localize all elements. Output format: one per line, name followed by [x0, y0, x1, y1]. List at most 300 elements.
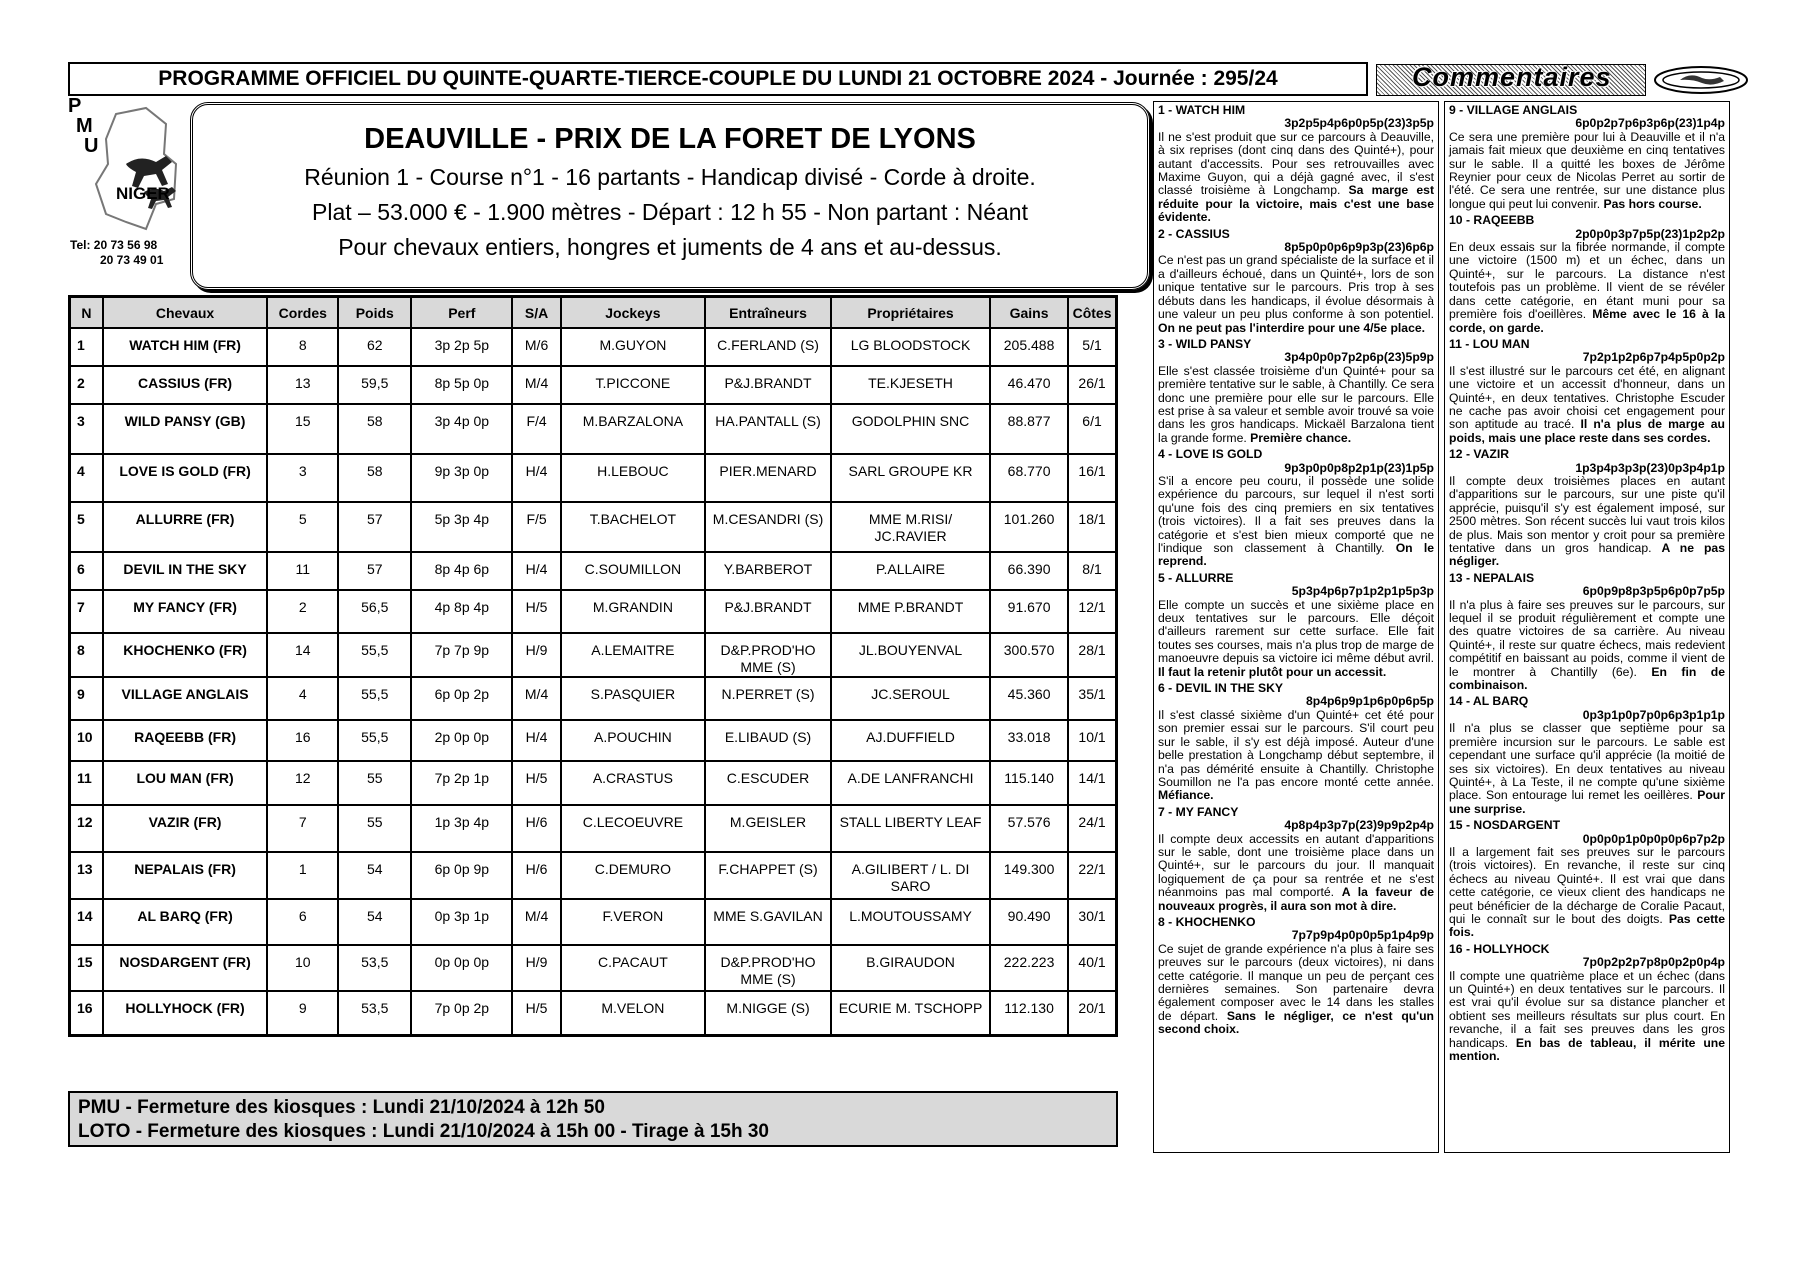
table-cell: Y.BARBEROT: [705, 552, 831, 590]
comment-body: En deux essais sur la fibrée normande, il compte une victoire (1500 m) et un échec, dans un Quinté+, sur le parcours. La distance n'est toutefois pas un problème. Il vient de se révéler dans cette catégorie, en étant muni pour sa première fois d'oeillères.: [1449, 240, 1725, 322]
table-cell: M.GEISLER: [705, 805, 831, 852]
table-cell: LG BLOODSTOCK: [831, 328, 990, 366]
column-header: Gains: [990, 297, 1068, 329]
table-cell: H/4: [512, 454, 560, 502]
table-row: [70, 590, 1117, 633]
comment-text: [1158, 943, 1434, 1037]
table-cell: 16/1: [1068, 454, 1116, 502]
table-cell: 7p 2p 1p: [411, 761, 512, 805]
table-cell: SARL GROUPE KR: [831, 454, 990, 502]
table-cell: A.GILIBERT / L. DI SARO: [831, 852, 990, 899]
comment-horse-name: 8 - KHOCHENKO: [1158, 914, 1256, 929]
table-cell: 1p 3p 4p: [411, 805, 512, 852]
table-cell: M.NIGGE (S): [705, 991, 831, 1035]
table-cell: M.GUYON: [561, 328, 705, 366]
table-cell: H/5: [512, 761, 560, 805]
table-cell: WATCH HIM (FR): [103, 328, 267, 366]
table-cell: A.POUCHIN: [561, 720, 705, 761]
table-cell: 8p 5p 0p: [411, 366, 512, 404]
table-cell: P&J.BRANDT: [705, 590, 831, 633]
column-header: N: [70, 297, 103, 329]
table-cell: 14/1: [1068, 761, 1116, 805]
comment-text: [1449, 131, 1725, 211]
comment-verdict: Il n'a plus de marge au poids, mais une place reste dans ses cordes.: [1449, 417, 1725, 445]
table-cell: 68.770: [990, 454, 1068, 502]
table-cell: MME M.RISI/ JC.RAVIER: [831, 502, 990, 552]
column-header: Jockeys: [561, 297, 705, 329]
horse-comment: [1158, 916, 1434, 1037]
comment-text: [1158, 475, 1434, 569]
comment-verdict: Pas cette fois.: [1449, 911, 1725, 940]
comment-body: Ce sera une première pour lui à Deauville et il n'a jamais fait mieux que deuxième en cinq tentatives sur le sable. Il a quitté les boxes de Jérôme Reynier pour ceux de Nicolas Perret au sortir de l'été. Ce sera une rentrée, sur une distance plus longue qui peut lui convenir.: [1449, 129, 1725, 211]
race-title: DEAUVILLE - PRIX DE LA FORET DE LYONS: [364, 123, 976, 155]
table-cell: VAZIR (FR): [103, 805, 267, 852]
table-cell: JC.SEROUL: [831, 677, 990, 720]
table-cell: 53,5: [338, 991, 411, 1035]
table-cell: 7p 7p 9p: [411, 633, 512, 677]
table-cell: 3: [70, 404, 103, 454]
table-cell: 57.576: [990, 805, 1068, 852]
table-cell: S.PASQUIER: [561, 677, 705, 720]
comment-body: Ce n'est pas un grand spécialiste de la surface et il a d'ailleurs échoué, dans un Quinté+, lors de son unique tentative sur le parcours. Pris trop à ses débuts dans les handicaps, il évolue désormais à une valeur un peu plus conforme à son potentiel.: [1158, 253, 1434, 322]
comment-text: [1449, 846, 1725, 940]
table-cell: NEPALAIS (FR): [103, 852, 267, 899]
table-cell: 14: [267, 633, 338, 677]
table-row: [70, 328, 1117, 366]
horse-comment: [1449, 448, 1725, 569]
column-header: Cordes: [267, 297, 338, 329]
table-cell: 55,5: [338, 677, 411, 720]
table-cell: 59,5: [338, 366, 411, 404]
table-cell: M/6: [512, 328, 560, 366]
race-line-1: Réunion 1 - Course n°1 - 16 partants - Handicap divisé - Corde à droite.: [304, 164, 1036, 190]
table-cell: 4: [267, 677, 338, 720]
comment-horse-name: 7 - MY FANCY: [1158, 804, 1239, 819]
table-cell: 55: [338, 761, 411, 805]
table-row: [70, 454, 1117, 502]
table-cell: L.MOUTOUSSAMY: [831, 899, 990, 945]
table-cell: 8: [267, 328, 338, 366]
table-cell: WILD PANSY (GB): [103, 404, 267, 454]
column-header: S/A: [512, 297, 560, 329]
horse-racing-logo-icon: [1652, 64, 1750, 96]
horse-comment: [1158, 806, 1434, 913]
table-cell: 0p 3p 1p: [411, 899, 512, 945]
table-cell: 15: [70, 945, 103, 991]
table-row: [70, 677, 1117, 720]
horse-comment: [1449, 338, 1725, 445]
niger-label: NIGER: [116, 184, 170, 203]
comment-text: [1158, 254, 1434, 334]
table-cell: MY FANCY (FR): [103, 590, 267, 633]
table-cell: H/6: [512, 852, 560, 899]
table-cell: H/6: [512, 805, 560, 852]
column-header: Entraîneurs: [705, 297, 831, 329]
comment-body: Elle compte un succès et une sixième place en deux tentatives sur le parcours. Elle déçoit d'ailleurs rarement sur cette surface. Elle fait toutes ses courses, mais n'a plus trop de marge de manoeuvre depuis sa victoire ici même début avril.: [1158, 597, 1434, 666]
table-cell: T.PICCONE: [561, 366, 705, 404]
comment-text: [1158, 599, 1434, 679]
table-cell: 45.360: [990, 677, 1068, 720]
table-cell: F.VERON: [561, 899, 705, 945]
table-cell: 46.470: [990, 366, 1068, 404]
table-cell: 14: [70, 899, 103, 945]
table-cell: 112.130: [990, 991, 1068, 1035]
comment-horse-name: 2 - CASSIUS: [1158, 226, 1230, 241]
table-cell: ALLURRE (FR): [103, 502, 267, 552]
table-cell: 12: [267, 761, 338, 805]
table-cell: C.LECOEUVRE: [561, 805, 705, 852]
table-cell: 9p 3p 0p: [411, 454, 512, 502]
table-cell: TE.KJESETH: [831, 366, 990, 404]
comment-performances: 1p3p4p3p3p(23)0p3p4p1p: [1575, 460, 1725, 475]
comment-performances: 7p0p2p2p7p8p0p2p0p4p: [1582, 955, 1725, 970]
comment-performances: 5p3p4p6p7p1p2p1p5p3p: [1291, 584, 1434, 599]
table-cell: 5/1: [1068, 328, 1116, 366]
table-cell: 3: [267, 454, 338, 502]
table-cell: 300.570: [990, 633, 1068, 677]
column-header: Chevaux: [103, 297, 267, 329]
table-cell: H/4: [512, 552, 560, 590]
comment-horse-name: 6 - DEVIL IN THE SKY: [1158, 681, 1284, 696]
table-cell: 6: [70, 552, 103, 590]
table-cell: P.ALLAIRE: [831, 552, 990, 590]
table-cell: 33.018: [990, 720, 1068, 761]
comments-column-1: [1153, 101, 1439, 1153]
table-cell: H.LEBOUC: [561, 454, 705, 502]
horse-comment: [1158, 338, 1434, 445]
table-cell: C.PACAUT: [561, 945, 705, 991]
comment-body: Il compte une quatrième place et un échec (dans un Quinté+) en deux tentatives sur le parcours. Il est vrai qu'il évolue sur sa distance plancher et obtient ses meilleurs résultats sur plus court. En revanche, il a fait ses preuves dans les gros handicaps.: [1449, 968, 1725, 1050]
comment-verdict: En fin de combinaison.: [1449, 664, 1725, 693]
table-cell: 54: [338, 899, 411, 945]
comment-verdict: Pas hors course.: [1603, 196, 1702, 211]
table-cell: H/9: [512, 633, 560, 677]
table-cell: M.VELON: [561, 991, 705, 1035]
table-cell: 4p 8p 4p: [411, 590, 512, 633]
pmu-letters: P M U: [68, 95, 99, 157]
comment-verdict: Première chance.: [1250, 430, 1352, 445]
table-cell: JL.BOUYENVAL: [831, 633, 990, 677]
table-cell: 8p 4p 6p: [411, 552, 512, 590]
comment-body: Il n'a plus à faire ses preuves sur le parcours, sur lequel il se produit régulièrement et compte une des quatre victoires de sa carrière. Au niveau Quinté+, il reste sur quatre échecs, mais redevient compétitif en baissant au poids, comme il vient de le montrer à Chantilly (6e).: [1449, 597, 1725, 679]
table-cell: 222.223: [990, 945, 1068, 991]
comment-text: [1449, 475, 1725, 569]
table-cell: A.DE LANFRANCHI: [831, 761, 990, 805]
comments-column-2: [1444, 101, 1730, 1153]
table-cell: STALL LIBERTY LEAF: [831, 805, 990, 852]
comment-verdict: Méfiance.: [1158, 788, 1214, 803]
table-cell: 12: [70, 805, 103, 852]
table-cell: 2: [267, 590, 338, 633]
table-cell: LOU MAN (FR): [103, 761, 267, 805]
comment-horse-name: 13 - NEPALAIS: [1449, 570, 1535, 585]
table-cell: 7: [267, 805, 338, 852]
table-cell: 55,5: [338, 720, 411, 761]
table-cell: 30/1: [1068, 899, 1116, 945]
table-cell: 90.490: [990, 899, 1068, 945]
table-cell: 1: [70, 328, 103, 366]
comment-text: [1158, 709, 1434, 803]
table-cell: 22/1: [1068, 852, 1116, 899]
table-cell: 58: [338, 454, 411, 502]
comment-verdict: Même avec le 16 à la corde, on garde.: [1449, 307, 1725, 335]
table-header-row: [70, 297, 1117, 329]
table-cell: B.GIRAUDON: [831, 945, 990, 991]
table-cell: M/4: [512, 677, 560, 720]
table-cell: M.BARZALONA: [561, 404, 705, 454]
column-header: Poids: [338, 297, 411, 329]
commentaires-label: Commentaires: [1412, 62, 1612, 92]
table-cell: H/4: [512, 720, 560, 761]
table-cell: PIER.MENARD: [705, 454, 831, 502]
table-cell: M/4: [512, 366, 560, 404]
table-body: [70, 328, 1117, 1035]
table-cell: 0p 0p 0p: [411, 945, 512, 991]
comment-horse-name: 4 - LOVE IS GOLD: [1158, 447, 1263, 462]
comment-horse-name: 9 - VILLAGE ANGLAIS: [1449, 103, 1578, 117]
comment-body: Il compte deux accessits en autant d'apparitions sur le sable, dont une troisième place dans un Quinté+, sur le parcours du jour. Il manquait logiquement de ça pour sa rentrée et ne s'est néanmoins pas mal comporté.: [1158, 831, 1434, 900]
table-cell: 4: [70, 454, 103, 502]
horse-comment: [1158, 572, 1434, 679]
horse-comment: [1449, 943, 1725, 1064]
table-cell: N.PERRET (S): [705, 677, 831, 720]
table-cell: 40/1: [1068, 945, 1116, 991]
comment-text: [1449, 599, 1725, 693]
comment-verdict: En bas de tableau, il mérite une mention.: [1449, 1035, 1725, 1064]
comment-verdict: Pour une surprise.: [1449, 788, 1725, 816]
comment-performances: 9p3p0p0p8p2p1p(23)1p5p: [1284, 460, 1434, 475]
table-cell: LOVE IS GOLD (FR): [103, 454, 267, 502]
table-cell: 3p 2p 5p: [411, 328, 512, 366]
table-cell: 8/1: [1068, 552, 1116, 590]
comment-verdict: Sans le négliger, ce n'est qu'un second choix.: [1158, 1008, 1434, 1037]
partants-table: [68, 295, 1118, 1037]
table-row: [70, 805, 1117, 852]
table-cell: 9: [70, 677, 103, 720]
pmu-closing-line: PMU - Fermeture des kiosques : Lundi 21/10/2024 à 12h 50: [78, 1097, 605, 1118]
table-cell: KHOCHENKO (FR): [103, 633, 267, 677]
table-cell: 66.390: [990, 552, 1068, 590]
comment-verdict: On le reprend.: [1158, 541, 1434, 569]
table-cell: H/9: [512, 945, 560, 991]
table-cell: 1: [267, 852, 338, 899]
table-cell: 3p 4p 0p: [411, 404, 512, 454]
comment-verdict: Il faut la retenir plutôt pour un accessit.: [1158, 664, 1387, 679]
table-cell: H/5: [512, 590, 560, 633]
horse-comment: [1449, 572, 1725, 693]
comment-horse-name: 16 - HOLLYHOCK: [1449, 941, 1550, 956]
horse-comment: [1158, 448, 1434, 569]
table-cell: 57: [338, 552, 411, 590]
table-cell: DEVIL IN THE SKY: [103, 552, 267, 590]
table-cell: 57: [338, 502, 411, 552]
table-cell: 58: [338, 404, 411, 454]
comment-performances: 7p7p9p4p0p0p5p1p4p9p: [1291, 928, 1434, 943]
comment-verdict: Sa marge est réduite pour la victoire, mais c'est une base évidente.: [1158, 183, 1434, 225]
table-cell: 7: [70, 590, 103, 633]
table-cell: A.LEMAITRE: [561, 633, 705, 677]
table-cell: 6p 0p 9p: [411, 852, 512, 899]
comment-body: S'il a encore peu couru, il possède une solide expérience du parcours, sur lequel il n'est sorti qu'une fois des cinq premiers en six tentatives (trois victoires). Il a fait ses preuves dans la catégorie et s'est bien mieux comporté que ne l'indique son classement à Chantilly.: [1158, 473, 1434, 555]
table-cell: 55,5: [338, 633, 411, 677]
table-cell: 20/1: [1068, 991, 1116, 1035]
table-cell: MME S.GAVILAN: [705, 899, 831, 945]
table-cell: M/4: [512, 899, 560, 945]
table-row: [70, 761, 1117, 805]
table-cell: 62: [338, 328, 411, 366]
comment-text: [1158, 365, 1434, 445]
comment-horse-name: 10 - RAQEEBB: [1449, 213, 1535, 228]
telephone-numbers: Tel: 20 73 56 98 20 73 49 01: [70, 238, 164, 267]
table-cell: T.BACHELOT: [561, 502, 705, 552]
comment-performances: 3p2p5p4p6p0p5p(23)3p5p: [1284, 116, 1434, 131]
table-cell: 8: [70, 633, 103, 677]
table-cell: 55: [338, 805, 411, 852]
table-cell: 7p 0p 2p: [411, 991, 512, 1035]
comment-horse-name: 1 - WATCH HIM: [1158, 103, 1246, 117]
comment-horse-name: 14 - AL BARQ: [1449, 694, 1529, 709]
table-cell: 11: [70, 761, 103, 805]
table-cell: C.FERLAND (S): [705, 328, 831, 366]
table-cell: C.DEMURO: [561, 852, 705, 899]
table-cell: F.CHAPPET (S): [705, 852, 831, 899]
horse-comment: [1158, 682, 1434, 803]
table-row: [70, 404, 1117, 454]
horse-comment: [1158, 104, 1434, 225]
table-cell: RAQEEBB (FR): [103, 720, 267, 761]
table-cell: 88.877: [990, 404, 1068, 454]
race-info-box: [190, 102, 1150, 290]
column-header: Côtes: [1068, 297, 1116, 329]
table-row: [70, 899, 1117, 945]
table-row: [70, 720, 1117, 761]
table-cell: 205.488: [990, 328, 1068, 366]
table-cell: HA.PANTALL (S): [705, 404, 831, 454]
table-cell: ECURIE M. TSCHOPP: [831, 991, 990, 1035]
race-line-3: Pour chevaux entiers, hongres et juments de 4 ans et au-dessus.: [338, 234, 1002, 260]
table-cell: 2p 0p 0p: [411, 720, 512, 761]
programme-title: PROGRAMME OFFICIEL DU QUINTE-QUARTE-TIERCE-COUPLE DU LUNDI 21 OCTOBRE 2024 - Journée : 295/24: [68, 62, 1368, 96]
table-cell: 18/1: [1068, 502, 1116, 552]
comment-performances: 8p4p6p9p1p6p0p6p5p: [1305, 694, 1434, 709]
table-cell: 5: [267, 502, 338, 552]
table-cell: C.SOUMILLON: [561, 552, 705, 590]
table-cell: 35/1: [1068, 677, 1116, 720]
comment-horse-name: 5 - ALLURRE: [1158, 570, 1234, 585]
column-header: Propriétaires: [831, 297, 990, 329]
comment-body: Il compte deux troisièmes places en autant d'apparitions sur le parcours, sur une piste qu'il apprécie, puisqu'il s'y est également imposé, sur 2500 mètres. Son récent succès lui vaut trois kilos de plus. Mais son mentor y croit pour sa première tentative dans un gros handicap.: [1449, 473, 1725, 555]
table-row: [70, 366, 1117, 404]
horse-comment: [1449, 104, 1725, 211]
comment-body: Il s'est illustré sur le parcours cet été, en alignant une victoire et un accessit d'honneur, dans un Quinté+, en deux tentatives. Christophe Escuder ne cache pas avoir choisi cet engagement pour son aptitude au tracé.: [1449, 363, 1725, 432]
table-cell: 16: [267, 720, 338, 761]
comment-body: Elle s'est classée troisième d'un Quinté+ pour sa première tentative sur le sable, à Chantilly. Ce sera donc une première pour elle sur le parcours. Elle est prise à sa valeur et semble avoir trouvé sa voie dans les gros handicaps. Mickaël Barzalona tient la grande forme.: [1158, 363, 1434, 445]
horse-comment: [1449, 695, 1725, 816]
table-cell: 5p 3p 4p: [411, 502, 512, 552]
comment-performances: 6p0p9p8p3p5p6p0p7p5p: [1582, 584, 1725, 599]
niger-map-icon: [86, 104, 184, 234]
table-row: [70, 633, 1117, 677]
table-cell: MME P.BRANDT: [831, 590, 990, 633]
table-cell: 13: [267, 366, 338, 404]
table-cell: 28/1: [1068, 633, 1116, 677]
table-cell: 24/1: [1068, 805, 1116, 852]
comment-verdict: A ne pas négliger.: [1449, 541, 1725, 569]
table-cell: 10: [70, 720, 103, 761]
horse-comment: [1449, 819, 1725, 940]
table-cell: AL BARQ (FR): [103, 899, 267, 945]
table-cell: 101.260: [990, 502, 1068, 552]
comment-text: [1158, 131, 1434, 225]
comment-text: [1449, 970, 1725, 1064]
comment-body: Il s'est classé sixième d'un Quinté+ cet été pour son premier essai sur le parcours. S'il court peu sur le sable, il s'y est déjà imposé. Auteur d'une belle prestation à Longchamp début septembre, il n'a pas démérité ensuite à Chantilly. Christophe Soumillon ne l'a pas encore monté cette année.: [1158, 707, 1434, 789]
table-cell: E.LIBAUD (S): [705, 720, 831, 761]
comment-body: Ce sujet de grande expérience n'a plus à faire ses preuves sur le parcours (deux victoires), ni dans cette catégorie. Il manque un peu de perçant ces dernières semaines. Son partenaire devra également composer avec le 14 dans les stalles de départ.: [1158, 941, 1434, 1023]
comment-body: Il ne s'est produit que sur ce parcours à Deauville, à six reprises (dont cinq dans des Quinté+), pour autant d'accessits. Pour ses retrouvailles avec Maxime Guyon, qui a déjà gagné avec, il s'est classé troisième à Longchamp.: [1158, 129, 1434, 198]
table-row: [70, 552, 1117, 590]
comment-performances: 2p0p0p3p7p5p(23)1p2p2p: [1575, 226, 1725, 241]
table-cell: 13: [70, 852, 103, 899]
table-row: [70, 852, 1117, 899]
loto-closing-line: LOTO - Fermeture des kiosques : Lundi 21/10/2024 à 15h 00 - Tirage à 15h 30: [78, 1121, 769, 1142]
table-cell: C.ESCUDER: [705, 761, 831, 805]
comment-text: [1449, 365, 1725, 445]
comment-performances: 7p2p1p2p6p7p4p5p0p2p: [1582, 350, 1725, 365]
table-cell: H/5: [512, 991, 560, 1035]
table-cell: D&P.PROD'HO MME (S): [705, 633, 831, 677]
table-cell: 6/1: [1068, 404, 1116, 454]
table-row: [70, 991, 1117, 1035]
table-cell: 15: [267, 404, 338, 454]
comment-text: [1449, 722, 1725, 816]
table-cell: 6p 0p 2p: [411, 677, 512, 720]
table-cell: VILLAGE ANGLAIS: [103, 677, 267, 720]
comment-horse-name: 3 - WILD PANSY: [1158, 336, 1252, 351]
comment-performances: 0p3p1p0p7p0p6p3p1p1p: [1582, 707, 1725, 722]
table-cell: NOSDARGENT (FR): [103, 945, 267, 991]
comment-performances: 8p5p0p0p6p9p3p(23)6p6p: [1284, 240, 1434, 255]
comment-body: Il n'a plus se classer que septième pour sa première incursion sur le parcours. Le sable est cependant une surface qu'il apprécie (la moitié de ses six victoires). En deux tentatives au niveau Quinté+, à La Teste, il ne compte qu'une sixième place. Son entourage lui remet les oeillères.: [1449, 721, 1725, 803]
comment-verdict: On ne peut pas l'interdire pour une 4/5e place.: [1158, 320, 1426, 335]
table-cell: GODOLPHIN SNC: [831, 404, 990, 454]
table-row: [70, 502, 1117, 552]
comment-performances: 0p0p0p1p0p0p0p6p7p2p: [1582, 831, 1725, 846]
table-cell: HOLLYHOCK (FR): [103, 991, 267, 1035]
column-header: Perf: [411, 297, 512, 329]
table-cell: 6: [267, 899, 338, 945]
table-cell: D&P.PROD'HO MME (S): [705, 945, 831, 991]
horse-comment: [1449, 214, 1725, 335]
table-cell: 115.140: [990, 761, 1068, 805]
table-cell: AJ.DUFFIELD: [831, 720, 990, 761]
table-cell: 56,5: [338, 590, 411, 633]
comment-performances: 4p8p4p3p7p(23)9p9p2p4p: [1284, 818, 1434, 833]
table-cell: 10: [267, 945, 338, 991]
comment-performances: 6p0p2p7p6p3p6p(23)1p4p: [1575, 116, 1725, 131]
table-cell: F/4: [512, 404, 560, 454]
comment-horse-name: 12 - VAZIR: [1449, 447, 1510, 462]
comment-text: [1158, 833, 1434, 913]
table-cell: 53,5: [338, 945, 411, 991]
table-cell: M.CESANDRI (S): [705, 502, 831, 552]
table-cell: 54: [338, 852, 411, 899]
table-cell: M.GRANDIN: [561, 590, 705, 633]
table-cell: P&J.BRANDT: [705, 366, 831, 404]
table-cell: 26/1: [1068, 366, 1116, 404]
table-cell: 5: [70, 502, 103, 552]
comment-horse-name: 11 - LOU MAN: [1449, 336, 1530, 351]
comment-text: [1449, 241, 1725, 335]
